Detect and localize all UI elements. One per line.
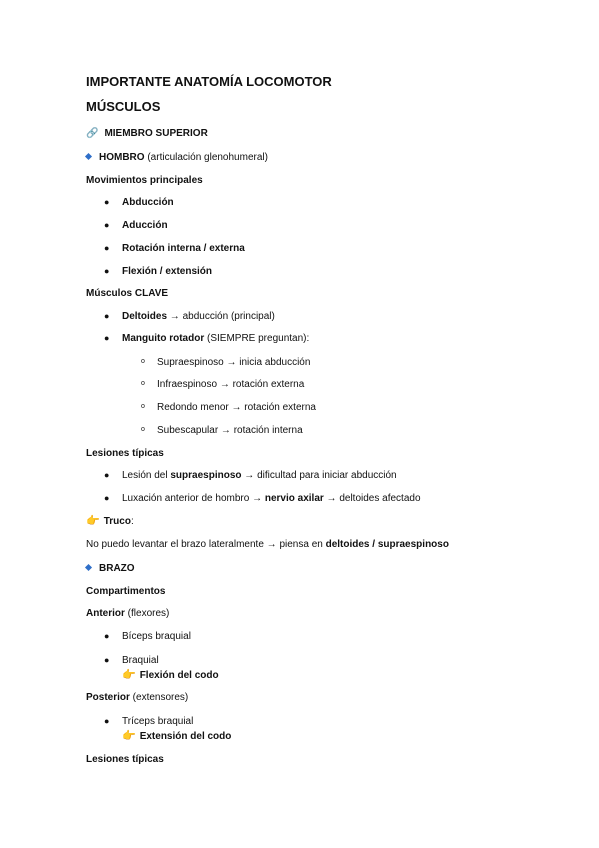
trick-heading — [86, 515, 134, 528]
section-upper-limb — [86, 127, 208, 140]
sublist-item: Infraespinoso → rotación externa — [157, 379, 305, 390]
trick-text-a: No puedo levantar el brazo lateralmente → piensa en — [86, 539, 326, 550]
posterior-note — [122, 730, 231, 743]
page-subtitle: MÚSCULOS — [86, 99, 161, 114]
pointing-hand-icon: 👉 — [122, 669, 136, 681]
anterior-note-text: Flexión del codo — [139, 670, 219, 681]
injury-text: → dificultad para iniciar abducción — [241, 470, 397, 481]
anterior-rest: (flexores) — [124, 608, 170, 619]
circle-bullet-icon: o — [141, 380, 145, 387]
shoulder-heading — [86, 151, 268, 164]
bullet-icon: ● — [104, 333, 110, 343]
list-item-injury — [122, 469, 397, 482]
section-upper-label: MIEMBRO SUPERIOR — [104, 128, 208, 139]
posterior-note-text: Extensión del codo — [139, 731, 232, 742]
list-item-deltoid — [122, 310, 275, 323]
injuries-title: Lesiones típicas — [86, 448, 164, 459]
movements-title: Movimientos principales — [86, 175, 203, 186]
arm-injuries-title: Lesiones típicas — [86, 754, 164, 765]
posterior-heading — [86, 691, 188, 704]
list-item: Bíceps braquial — [122, 631, 191, 642]
arm-heading-label: BRAZO — [99, 563, 135, 574]
list-item: Abducción — [122, 197, 174, 208]
blue-diamond-icon — [85, 564, 92, 571]
trick-text-b: deltoides / supraespinoso — [325, 539, 449, 550]
pointing-hand-icon: 👉 — [122, 730, 136, 742]
list-item: Braquial — [122, 655, 159, 666]
key-muscles-title: Músculos CLAVE — [86, 288, 169, 299]
trick-colon: : — [130, 516, 134, 527]
page-title: IMPORTANTE ANATOMÍA LOCOMOTOR — [86, 74, 332, 89]
sublist-item: Supraespinoso → inicia abducción — [157, 357, 311, 368]
blue-diamond-icon — [85, 153, 92, 160]
sublist-item: Subescapular → rotación interna — [157, 425, 303, 436]
sublist-item: Redondo menor → rotación externa — [157, 402, 316, 413]
bullet-icon: ● — [104, 631, 110, 641]
bullet-icon: ● — [104, 220, 110, 230]
shoulder-heading-rest: (articulación glenohumeral) — [144, 152, 268, 163]
bullet-icon: ● — [104, 311, 110, 321]
posterior-bold: Posterior — [86, 692, 130, 703]
bullet-icon: ● — [104, 266, 110, 276]
list-item: Flexión / extensión — [122, 266, 213, 277]
circle-bullet-icon: o — [141, 403, 145, 410]
circle-bullet-icon: o — [141, 426, 145, 433]
circle-bullet-icon: o — [141, 358, 145, 365]
cuff-label: Manguito rotador — [122, 333, 205, 344]
injury-bold: supraespinoso — [170, 470, 242, 481]
list-item-injury — [122, 492, 421, 505]
anterior-note — [122, 669, 219, 682]
compartments-title: Compartimentos — [86, 586, 166, 597]
shoulder-heading-bold: HOMBRO — [99, 152, 145, 163]
bullet-icon: ● — [104, 655, 110, 665]
injury-text: Luxación anterior de hombro → — [122, 493, 265, 504]
arm-heading — [86, 562, 135, 575]
injury-text: Lesión del — [122, 470, 171, 481]
deltoid-desc: → abducción (principal) — [167, 311, 275, 322]
bullet-icon: ● — [104, 493, 110, 503]
list-item-cuff — [122, 332, 309, 345]
pointing-hand-icon: 👉 — [86, 515, 100, 527]
bullet-icon: ● — [104, 470, 110, 480]
bullet-icon: ● — [104, 197, 110, 207]
list-item: Tríceps braquial — [122, 716, 194, 727]
injury-text: → deltoides afectado — [323, 493, 421, 504]
list-item: Aducción — [122, 220, 168, 231]
paperclip-icon: 🔗 — [86, 128, 99, 139]
cuff-desc: (SIEMPRE preguntan): — [204, 333, 310, 344]
list-item: Rotación interna / externa — [122, 243, 245, 254]
bullet-icon: ● — [104, 243, 110, 253]
anterior-heading — [86, 607, 169, 620]
bullet-icon: ● — [104, 716, 110, 726]
deltoid-label: Deltoides — [122, 311, 168, 322]
trick-label: Truco — [103, 516, 131, 527]
anterior-bold: Anterior — [86, 608, 125, 619]
injury-bold: nervio axilar — [264, 493, 324, 504]
trick-text — [86, 538, 449, 551]
posterior-rest: (extensores) — [129, 692, 189, 703]
